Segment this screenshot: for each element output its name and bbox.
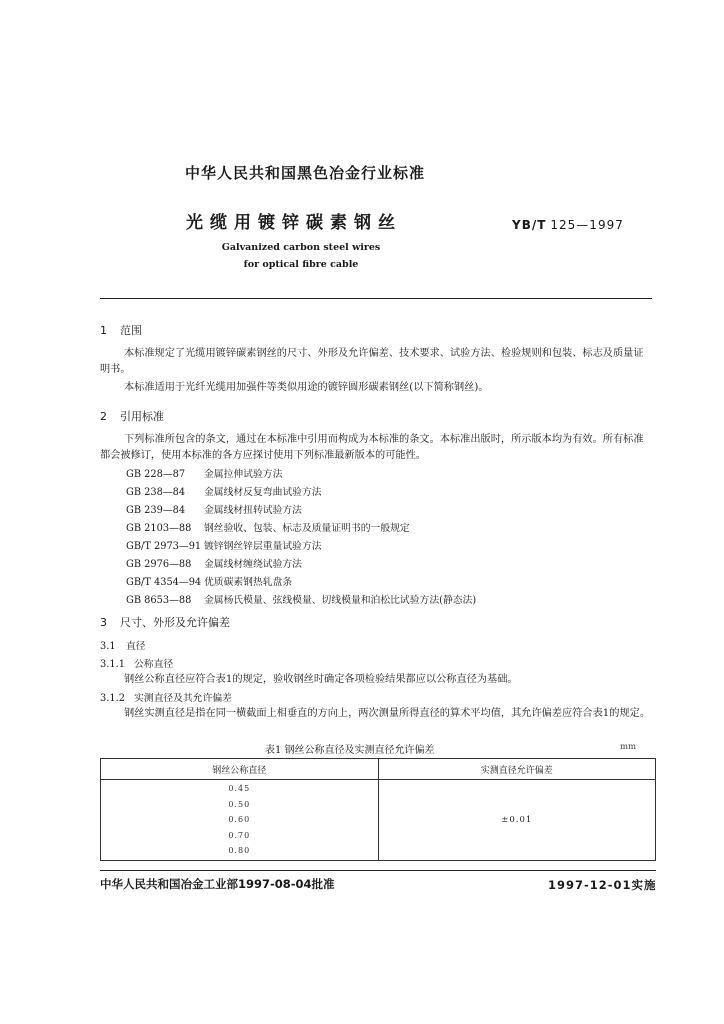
reference-name: 优质碳素钢热轧盘条 (204, 577, 293, 588)
section-2-heading (100, 408, 164, 424)
section-number: 3 (100, 616, 107, 629)
subsection-title: 直径 (126, 641, 146, 652)
subsection-title: 实测直径及其允许偏差 (134, 693, 232, 704)
diameter-cell (101, 780, 379, 861)
section-3-heading (100, 614, 230, 630)
subsection-3-1-1-text: 钢丝公称直径应符合表1的规定，验收钢丝时确定各项检验结果都应以公称直径为基础。 (124, 674, 518, 685)
table-1-caption: 表1 钢丝公称直径及实测直径允许偏差 (265, 745, 435, 756)
reference-name: 钢丝验收、包装、标志及质量证明书的一般规定 (204, 523, 410, 534)
standard-code: 125—1997 (550, 218, 624, 232)
reference-name: 金属线材缠绕试验方法 (204, 559, 302, 570)
reference-item (126, 592, 476, 606)
reference-code: GB/T 2973—91 (126, 541, 202, 552)
subsection-title: 公称直径 (134, 659, 174, 670)
column-header-tolerance: 实测直径允许偏差 (378, 759, 656, 780)
reference-item (126, 502, 302, 516)
reference-name: 金属线材扭转试验方法 (204, 505, 302, 516)
reference-code: GB/T 4354—94 (126, 577, 202, 588)
subsection-3-1-heading (100, 638, 146, 652)
table-header-row (101, 759, 656, 780)
tolerance-cell: ±0.01 (378, 780, 656, 861)
reference-item (126, 520, 410, 534)
diameter-value: 0.70 (228, 830, 251, 840)
subsection-3-1-2-text: 钢丝实测直径是指在同一横截面上相垂直的方向上，两次测量所得直径的算术平均值，其允许偏差应符合表1的规定。 (124, 708, 651, 719)
document-title: 光缆用镀锌碳素钢丝 (186, 213, 402, 233)
reference-name: 金属杨氏模量、弦线模量、切线模量和泊松比试验方法(静态法) (204, 595, 477, 606)
section-title: 尺寸、外形及允许偏差 (120, 616, 230, 629)
diameter-value: 0.60 (228, 815, 251, 824)
standard-prefix: YB/T (512, 218, 547, 232)
standard-number (512, 218, 624, 232)
subsection-number: 3.1.2 (100, 693, 125, 704)
reference-name: 镀锌钢丝锌层重量试验方法 (204, 541, 322, 552)
subsection-number: 3.1 (100, 641, 116, 652)
reference-name: 金属线材反复弯曲试验方法 (204, 487, 322, 498)
subsection-3-1-2-heading (100, 690, 232, 704)
reference-item (126, 466, 282, 480)
reference-item (126, 574, 292, 588)
table-1 (100, 758, 656, 861)
section-1-heading (100, 322, 142, 338)
column-header-nominal-diameter: 钢丝公称直径 (101, 759, 379, 780)
english-title-line-2: for optical fibre cable (243, 259, 359, 270)
subsection-number: 3.1.1 (100, 659, 125, 670)
section-2-paragraph: 下列标准所包含的条文，通过在本标准中引用而构成为本标准的条文。本标准出版时，所示版本均为有效。所有标准都会被修订，使用本标准的各方应探讨使用下列标准最新版本的可能性。 (100, 434, 644, 461)
approval-statement: 中华人民共和国冶金工业部1997-08-04批准 (100, 877, 335, 891)
footer-divider (100, 870, 656, 871)
english-title-line-1: Galvanized carbon steel wires (221, 242, 381, 253)
reference-code: GB 239—84 (126, 505, 186, 516)
reference-code: GB 238—84 (126, 487, 186, 498)
reference-code: GB 2976—88 (126, 559, 192, 570)
diameter-value: 0.80 (228, 846, 251, 855)
section-title: 引用标准 (120, 410, 164, 423)
reference-item (126, 484, 322, 498)
subsection-3-1-1-heading (100, 656, 173, 670)
table-1-unit: mm (620, 742, 637, 752)
section-number: 1 (100, 324, 107, 337)
section-number: 2 (100, 410, 107, 423)
section-title: 范围 (120, 324, 142, 337)
issuing-body-heading: 中华人民共和国黑色冶金行业标准 (185, 164, 426, 182)
section-1-paragraph-2: 本标准适用于光纤光缆用加强件等类似用途的镀锌圆形碳素钢丝(以下简称钢丝)。 (124, 382, 489, 393)
diameter-value: 0.45 (228, 784, 251, 793)
header-divider (100, 298, 652, 299)
reference-code: GB 2103—88 (126, 523, 192, 534)
reference-code: GB 8653—88 (126, 595, 192, 606)
section-1-paragraph-1: 本标准规定了光缆用镀锌碳素钢丝的尺寸、外形及允许偏差、技术要求、试验方法、检验规则和包装、标志及质量证明书。 (100, 348, 644, 375)
reference-code: GB 228—87 (126, 469, 186, 480)
diameter-value: 0.50 (228, 799, 251, 809)
table-row (101, 780, 656, 861)
reference-name: 金属拉伸试验方法 (204, 469, 283, 480)
reference-item (126, 538, 322, 552)
reference-item (126, 556, 302, 570)
implementation-date: 1997-12-01实施 (548, 878, 657, 892)
